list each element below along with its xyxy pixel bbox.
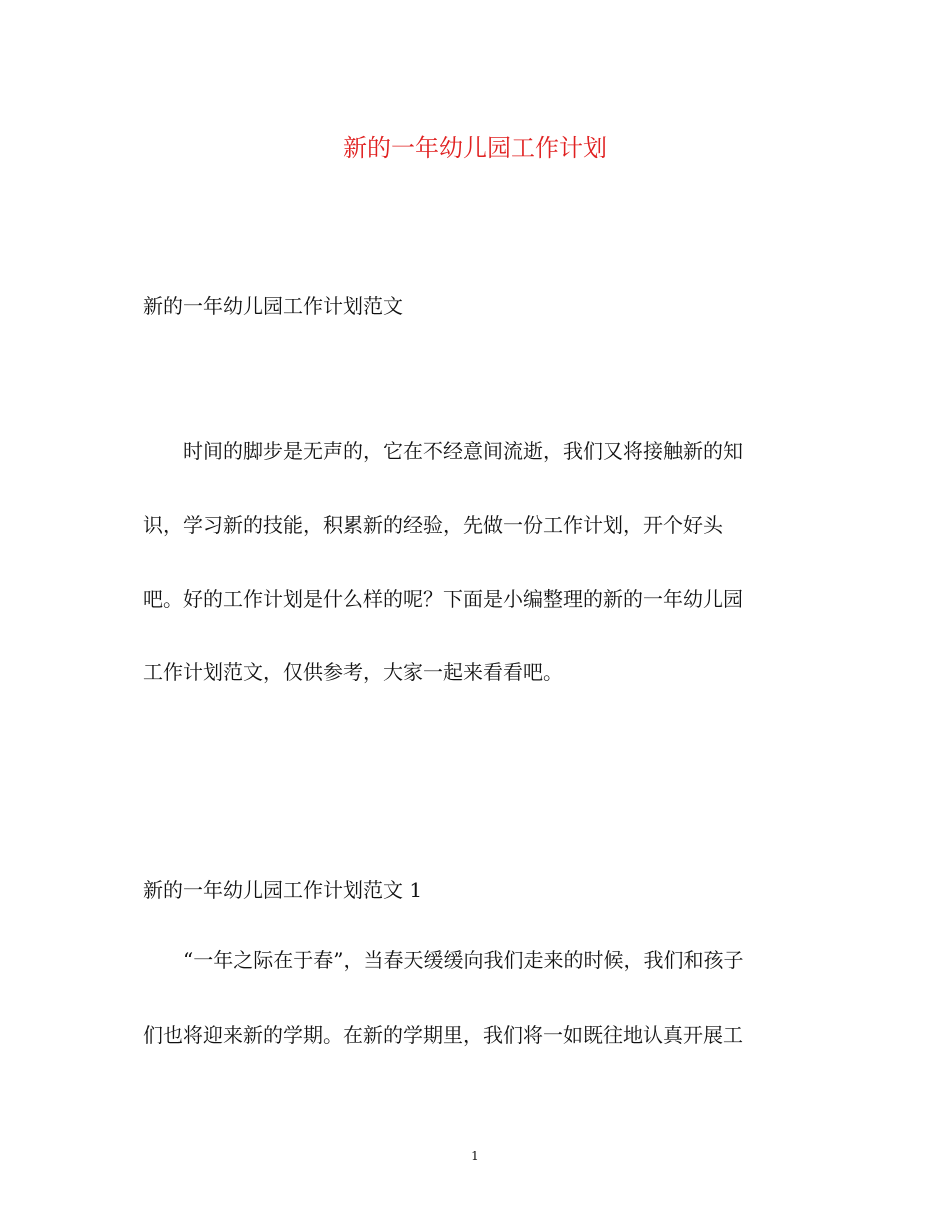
document-subtitle: 新的一年幼儿园工作计划范文	[143, 294, 403, 318]
intro-line-2: 识，学习新的技能，积累新的经验，先做一份工作计划，开个好头	[143, 513, 723, 537]
intro-line-1: 时间的脚步是无声的，它在不经意间流逝，我们又将接触新的知	[183, 439, 743, 463]
section1-heading: 新的一年幼儿园工作计划范文 1	[143, 878, 423, 902]
page-number: 1	[471, 1149, 479, 1163]
intro-line-4: 工作计划范文，仅供参考，大家一起来看看吧。	[143, 660, 563, 684]
document-title: 新的一年幼儿园工作计划	[343, 134, 607, 162]
intro-line-3: 吧。好的工作计划是什么样的呢？下面是小编整理的新的一年幼儿园	[143, 587, 743, 611]
section1-line-2: 们也将迎来新的学期。在新的学期里，我们将一如既往地认真开展工	[143, 1023, 743, 1047]
section1-line-1: “一年之际在于春”，当春天缓缓向我们走来的时候，我们和孩子	[183, 948, 744, 972]
